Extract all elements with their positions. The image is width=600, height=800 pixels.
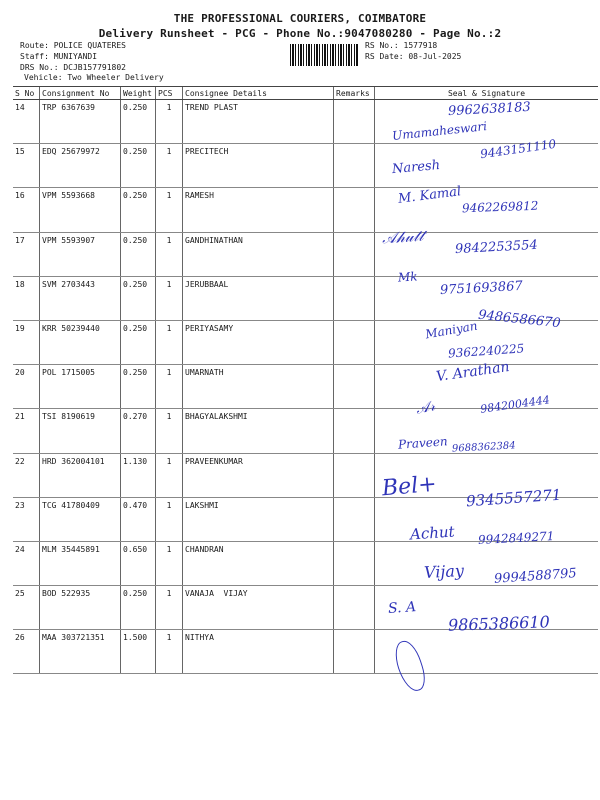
remarks-cell [334, 320, 375, 364]
signature-phone: 9962638183 [447, 99, 532, 120]
remarks-cell [334, 144, 375, 188]
consignee-cell: LAKSHMI [183, 497, 334, 541]
col-consignment: Consignment No [40, 87, 121, 100]
sno-cell: 17 [13, 232, 40, 276]
route-text: Route: POLICE QUATERES [20, 41, 126, 50]
remarks-cell [334, 232, 375, 276]
staff-text: Staff: MUNIYANDI [20, 52, 98, 61]
signature-name: Maniyan [424, 318, 479, 342]
weight-cell: 0.650 [121, 541, 156, 585]
signature-name: M. Kamal [397, 184, 462, 207]
pcs-cell: 1 [156, 365, 183, 409]
weight-cell: 0.250 [121, 320, 156, 364]
runsheet-subtitle: Delivery Runsheet - PCG - Phone No.:9047080280 - Page No.:2 [98, 27, 502, 40]
signature-mark: 𝒜𝓇 [414, 398, 437, 418]
consignee-cell: GANDHINATHAN [183, 232, 334, 276]
consignee-cell: UMARNATH [183, 365, 334, 409]
consignee-cell: CHANDRAN [183, 541, 334, 585]
pcs-cell: 1 [156, 232, 183, 276]
remarks-cell [334, 541, 375, 585]
signature-name: Vijay [423, 560, 465, 583]
weight-cell: 1.130 [121, 453, 156, 497]
remarks-cell [334, 497, 375, 541]
consignee-cell: TREND PLAST [183, 100, 334, 144]
sno-cell: 19 [13, 320, 40, 364]
sno-cell: 20 [13, 365, 40, 409]
col-pcs: PCS [156, 87, 183, 100]
pcs-cell: 1 [156, 586, 183, 630]
weight-cell: 0.250 [121, 232, 156, 276]
pcs-cell: 1 [156, 630, 183, 674]
col-sno: S No [13, 87, 40, 100]
rs-number: RS No.: 1577918 [365, 41, 438, 50]
signature-name: Praveen [397, 434, 449, 452]
signature-name: Naresh [391, 157, 441, 178]
signature-mark: Mk [397, 269, 419, 285]
remarks-cell [334, 453, 375, 497]
consignment-cell: TCG 41780409 [40, 497, 121, 541]
runsheet-table [13, 86, 598, 674]
consignee-cell: PRECITECH [183, 144, 334, 188]
signature-phone: 9994588795 [493, 566, 578, 587]
pcs-cell: 1 [156, 409, 183, 453]
consignment-cell: BOD 522935 [40, 586, 121, 630]
sno-cell: 24 [13, 541, 40, 585]
pcs-cell: 1 [156, 144, 183, 188]
company-title: THE PROFESSIONAL COURIERS, COIMBATORE [173, 12, 427, 25]
pcs-cell: 1 [156, 453, 183, 497]
sno-cell: 16 [13, 188, 40, 232]
signature-phone: 9842004444 [479, 393, 551, 416]
consignee-cell: NITHYA [183, 630, 334, 674]
sno-cell: 26 [13, 630, 40, 674]
remarks-cell [334, 586, 375, 630]
consignment-cell: HRD 362004101 [40, 453, 121, 497]
consignment-cell: MAA 303721351 [40, 630, 121, 674]
sno-cell: 15 [13, 144, 40, 188]
signature-phone: 9462269812 [461, 198, 539, 216]
rs-date: RS Date: 08-Jul-2025 [365, 52, 462, 61]
consignment-cell: KRR 50239440 [40, 320, 121, 364]
sno-cell: 18 [13, 276, 40, 320]
col-signature: Seal & Signature [375, 87, 599, 100]
signature-name: Bel+ [381, 471, 438, 502]
remarks-cell [334, 276, 375, 320]
weight-cell: 1.500 [121, 630, 156, 674]
table-row [13, 630, 598, 674]
consignment-cell: SVM 2703443 [40, 276, 121, 320]
signature-phone: 9842253554 [454, 237, 539, 258]
weight-cell: 0.250 [121, 586, 156, 630]
signature-mark: 𝒜𝒽𝓊𝓉𝓉 [381, 226, 425, 248]
pcs-cell: 1 [156, 497, 183, 541]
remarks-cell [334, 100, 375, 144]
signature-name: Achut [409, 522, 456, 544]
pcs-cell: 1 [156, 541, 183, 585]
sno-cell: 25 [13, 586, 40, 630]
consignment-cell: VPM 5593907 [40, 232, 121, 276]
weight-cell: 0.250 [121, 188, 156, 232]
consignee-cell: BHAGYALAKSHMI [183, 409, 334, 453]
drs-number: DRS No.: DCJB157791802 [20, 63, 126, 72]
col-remarks: Remarks [334, 87, 375, 100]
signature-phone: 9486586670 [477, 307, 562, 332]
signature-phone: 9362240225 [447, 341, 525, 361]
signature-name: Umamaheswari [391, 119, 488, 143]
consignment-cell: POL 1715005 [40, 365, 121, 409]
signature-phone: 9345557271 [465, 485, 562, 511]
col-weight: Weight [121, 87, 156, 100]
signature-phone: 9751693867 [439, 278, 524, 299]
sno-cell: 22 [13, 453, 40, 497]
signature-phone: 9443151110 [479, 136, 557, 162]
signature-name: S. A [387, 599, 417, 617]
consignment-cell: TSI 8190619 [40, 409, 121, 453]
weight-cell: 0.270 [121, 409, 156, 453]
signature-phone: 9688362384 [451, 440, 516, 455]
consignee-cell: RAMESH [183, 188, 334, 232]
consignee-cell: VANAJA VIJAY [183, 586, 334, 630]
pcs-cell: 1 [156, 100, 183, 144]
pcs-cell: 1 [156, 276, 183, 320]
consignee-cell: PERIYASAMY [183, 320, 334, 364]
consignment-cell: EDQ 25679972 [40, 144, 121, 188]
signature-phone: 9865386610 [447, 612, 551, 635]
pcs-cell: 1 [156, 320, 183, 364]
signature-name: V. Arathan [435, 358, 511, 386]
weight-cell: 0.250 [121, 276, 156, 320]
weight-cell: 0.250 [121, 100, 156, 144]
consignment-cell: VPM 5593668 [40, 188, 121, 232]
remarks-cell [334, 188, 375, 232]
consignee-cell: PRAVEENKUMAR [183, 453, 334, 497]
barcode [290, 44, 358, 66]
signature-phone: 9942849271 [477, 529, 555, 547]
consignment-cell: MLM 35445891 [40, 541, 121, 585]
consignee-cell: JERUBBAAL [183, 276, 334, 320]
sno-cell: 23 [13, 497, 40, 541]
remarks-cell [334, 365, 375, 409]
remarks-cell [334, 630, 375, 674]
remarks-cell [334, 409, 375, 453]
weight-cell: 0.250 [121, 144, 156, 188]
pcs-cell: 1 [156, 188, 183, 232]
table-header-row [13, 87, 598, 100]
sno-cell: 14 [13, 100, 40, 144]
col-consignee: Consignee Details [183, 87, 334, 100]
sno-cell: 21 [13, 409, 40, 453]
weight-cell: 0.250 [121, 365, 156, 409]
vehicle-text: Vehicle: Two Wheeler Delivery [24, 73, 164, 82]
weight-cell: 0.470 [121, 497, 156, 541]
consignment-cell: TRP 6367639 [40, 100, 121, 144]
